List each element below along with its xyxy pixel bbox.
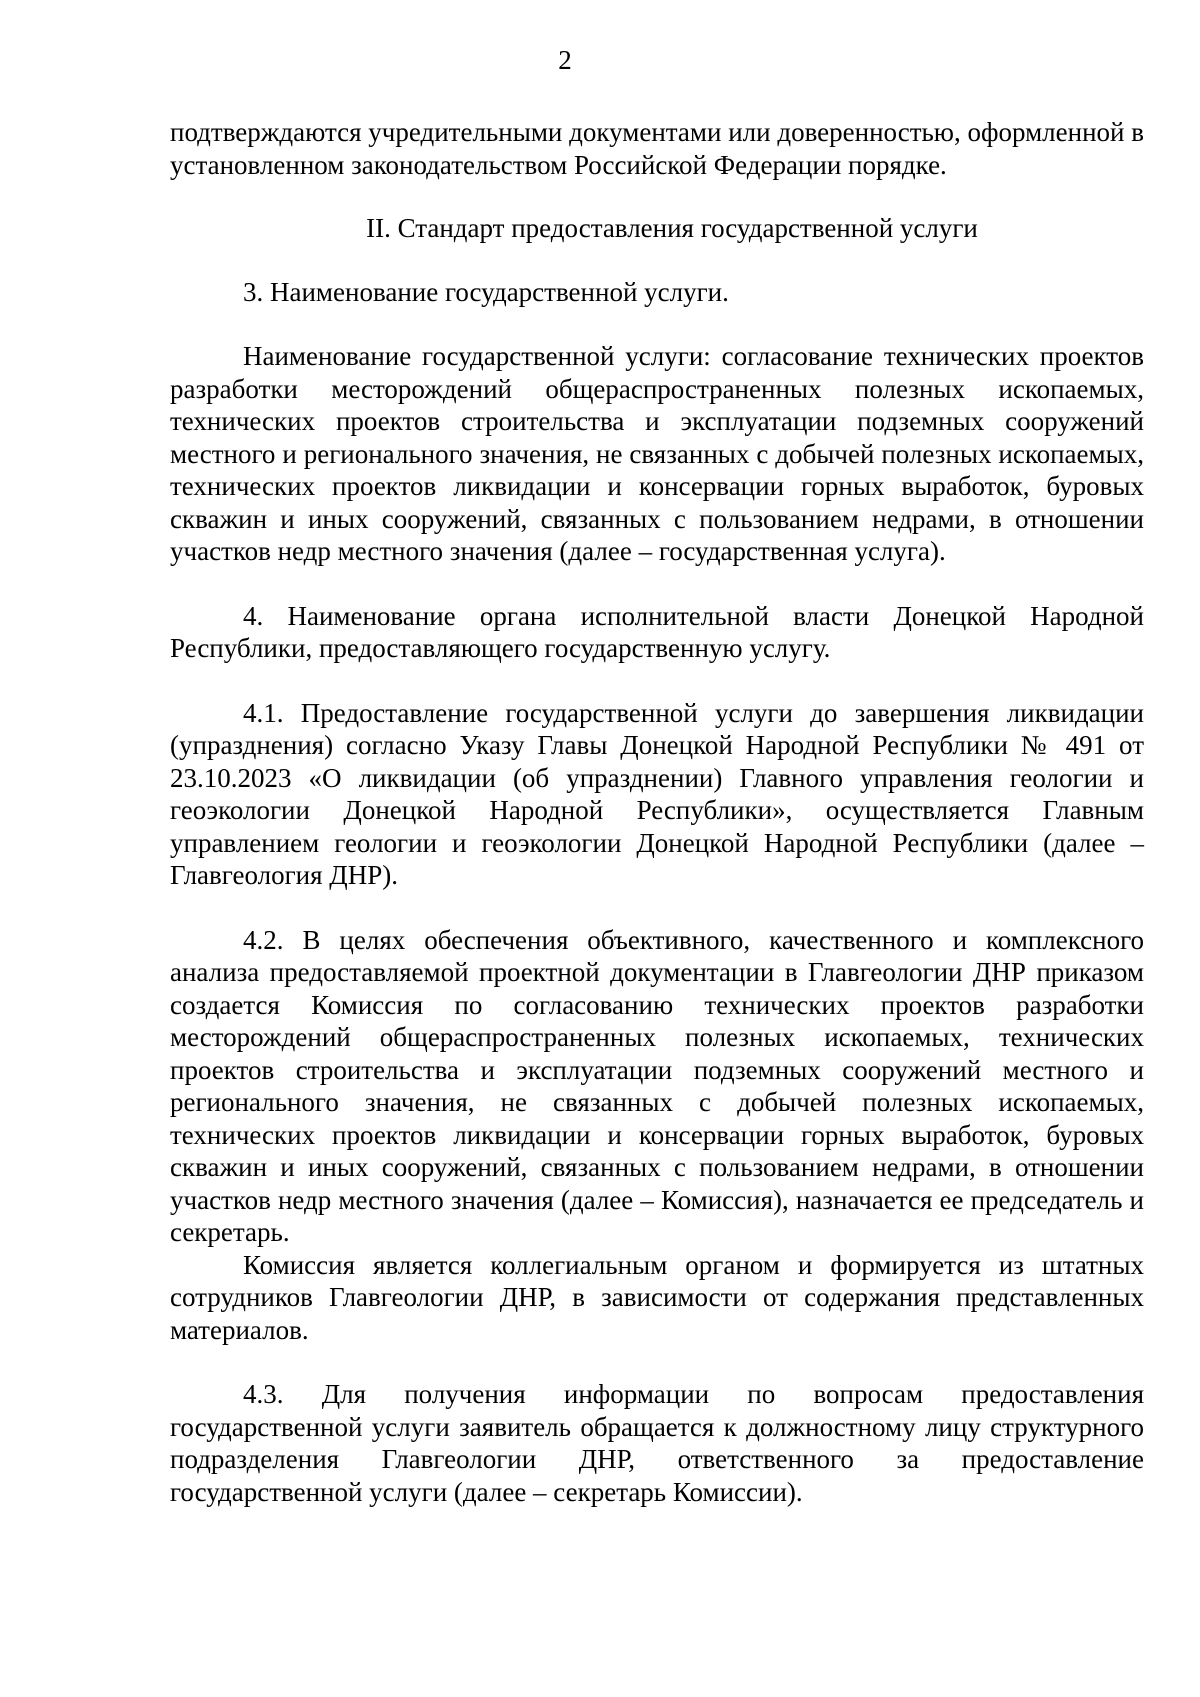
item-4-2: 4.2. В целях обеспечения объективного, качественного и комплексного анализа предоставляемой проектной документации в Главгеологии ДНР приказом создается Комиссия по согласованию технических проектов разработки месторождений общераспространенных полезных ископаемых, технических проектов строительства и эксплуатации подземных сооружений местного и регионального значения, не связанных с добычей полезных ископаемых, технических проектов ликвидации и консервации горных выработок, буровых скважин и иных сооружений, связанных с пользованием недрами, в отношении участков недр местного значения (далее – Комиссия), назначается ее председатель и секретарь. xyxy=(170,924,1144,1247)
document-body xyxy=(170,116,1144,1508)
item-3-title: 3. Наименование государственной услуги. xyxy=(243,276,729,307)
item-4: 4. Наименование органа исполнительной власти Донецкой Народной Республики, предоставляющего государственную услугу. xyxy=(170,600,1144,663)
item-4-2-commission: Комиссия является коллегиальным органом и формируется из штатных сотрудников Главгеологии ДНР, в зависимости от содержания представленных материалов. xyxy=(170,1249,1144,1345)
item-3-body: Наименование государственной услуги: согласование технических проектов разработки месторождений общераспространенных полезных ископаемых, технических проектов строительства и эксплуатации подземных сооружений местного и регионального значения, не связанных с добычей полезных ископаемых, технических проектов ликвидации и консервации горных выработок, буровых скважин и иных сооружений, связанных с пользованием недрами, в отношении участков недр местного значения (далее – государственная услуга). xyxy=(170,341,1144,566)
page-number: 2 xyxy=(558,45,572,75)
paragraph-continuation: подтверждаются учредительными документами или доверенностью, оформленной в установленном законодательством Российской Федерации порядке. xyxy=(170,117,1144,180)
item-4-3: 4.3. Для получения информации по вопросам предоставления государственной услуги заявитель обращается к должностному лицу структурного подразделения Главгеологии ДНР, ответственного за предоставление государственной услуги (далее – секретарь Комиссии). xyxy=(170,1379,1144,1507)
item-4-1: 4.1. Предоставление государственной услуги до завершения ликвидации (упразднения) согласно Указу Главы Донецкой Народной Республики № 491 от 23.10.2023 «О ликвидации (об упразднении) Главного управления геологии и геоэкологии Донецкой Народной Республики», осуществляется Главным управлением геологии и геоэкологии Донецкой Народной Республики (далее – Главгеология ДНР). xyxy=(170,697,1144,890)
section-heading: II. Стандарт предоставления государственной услуги xyxy=(366,213,978,243)
